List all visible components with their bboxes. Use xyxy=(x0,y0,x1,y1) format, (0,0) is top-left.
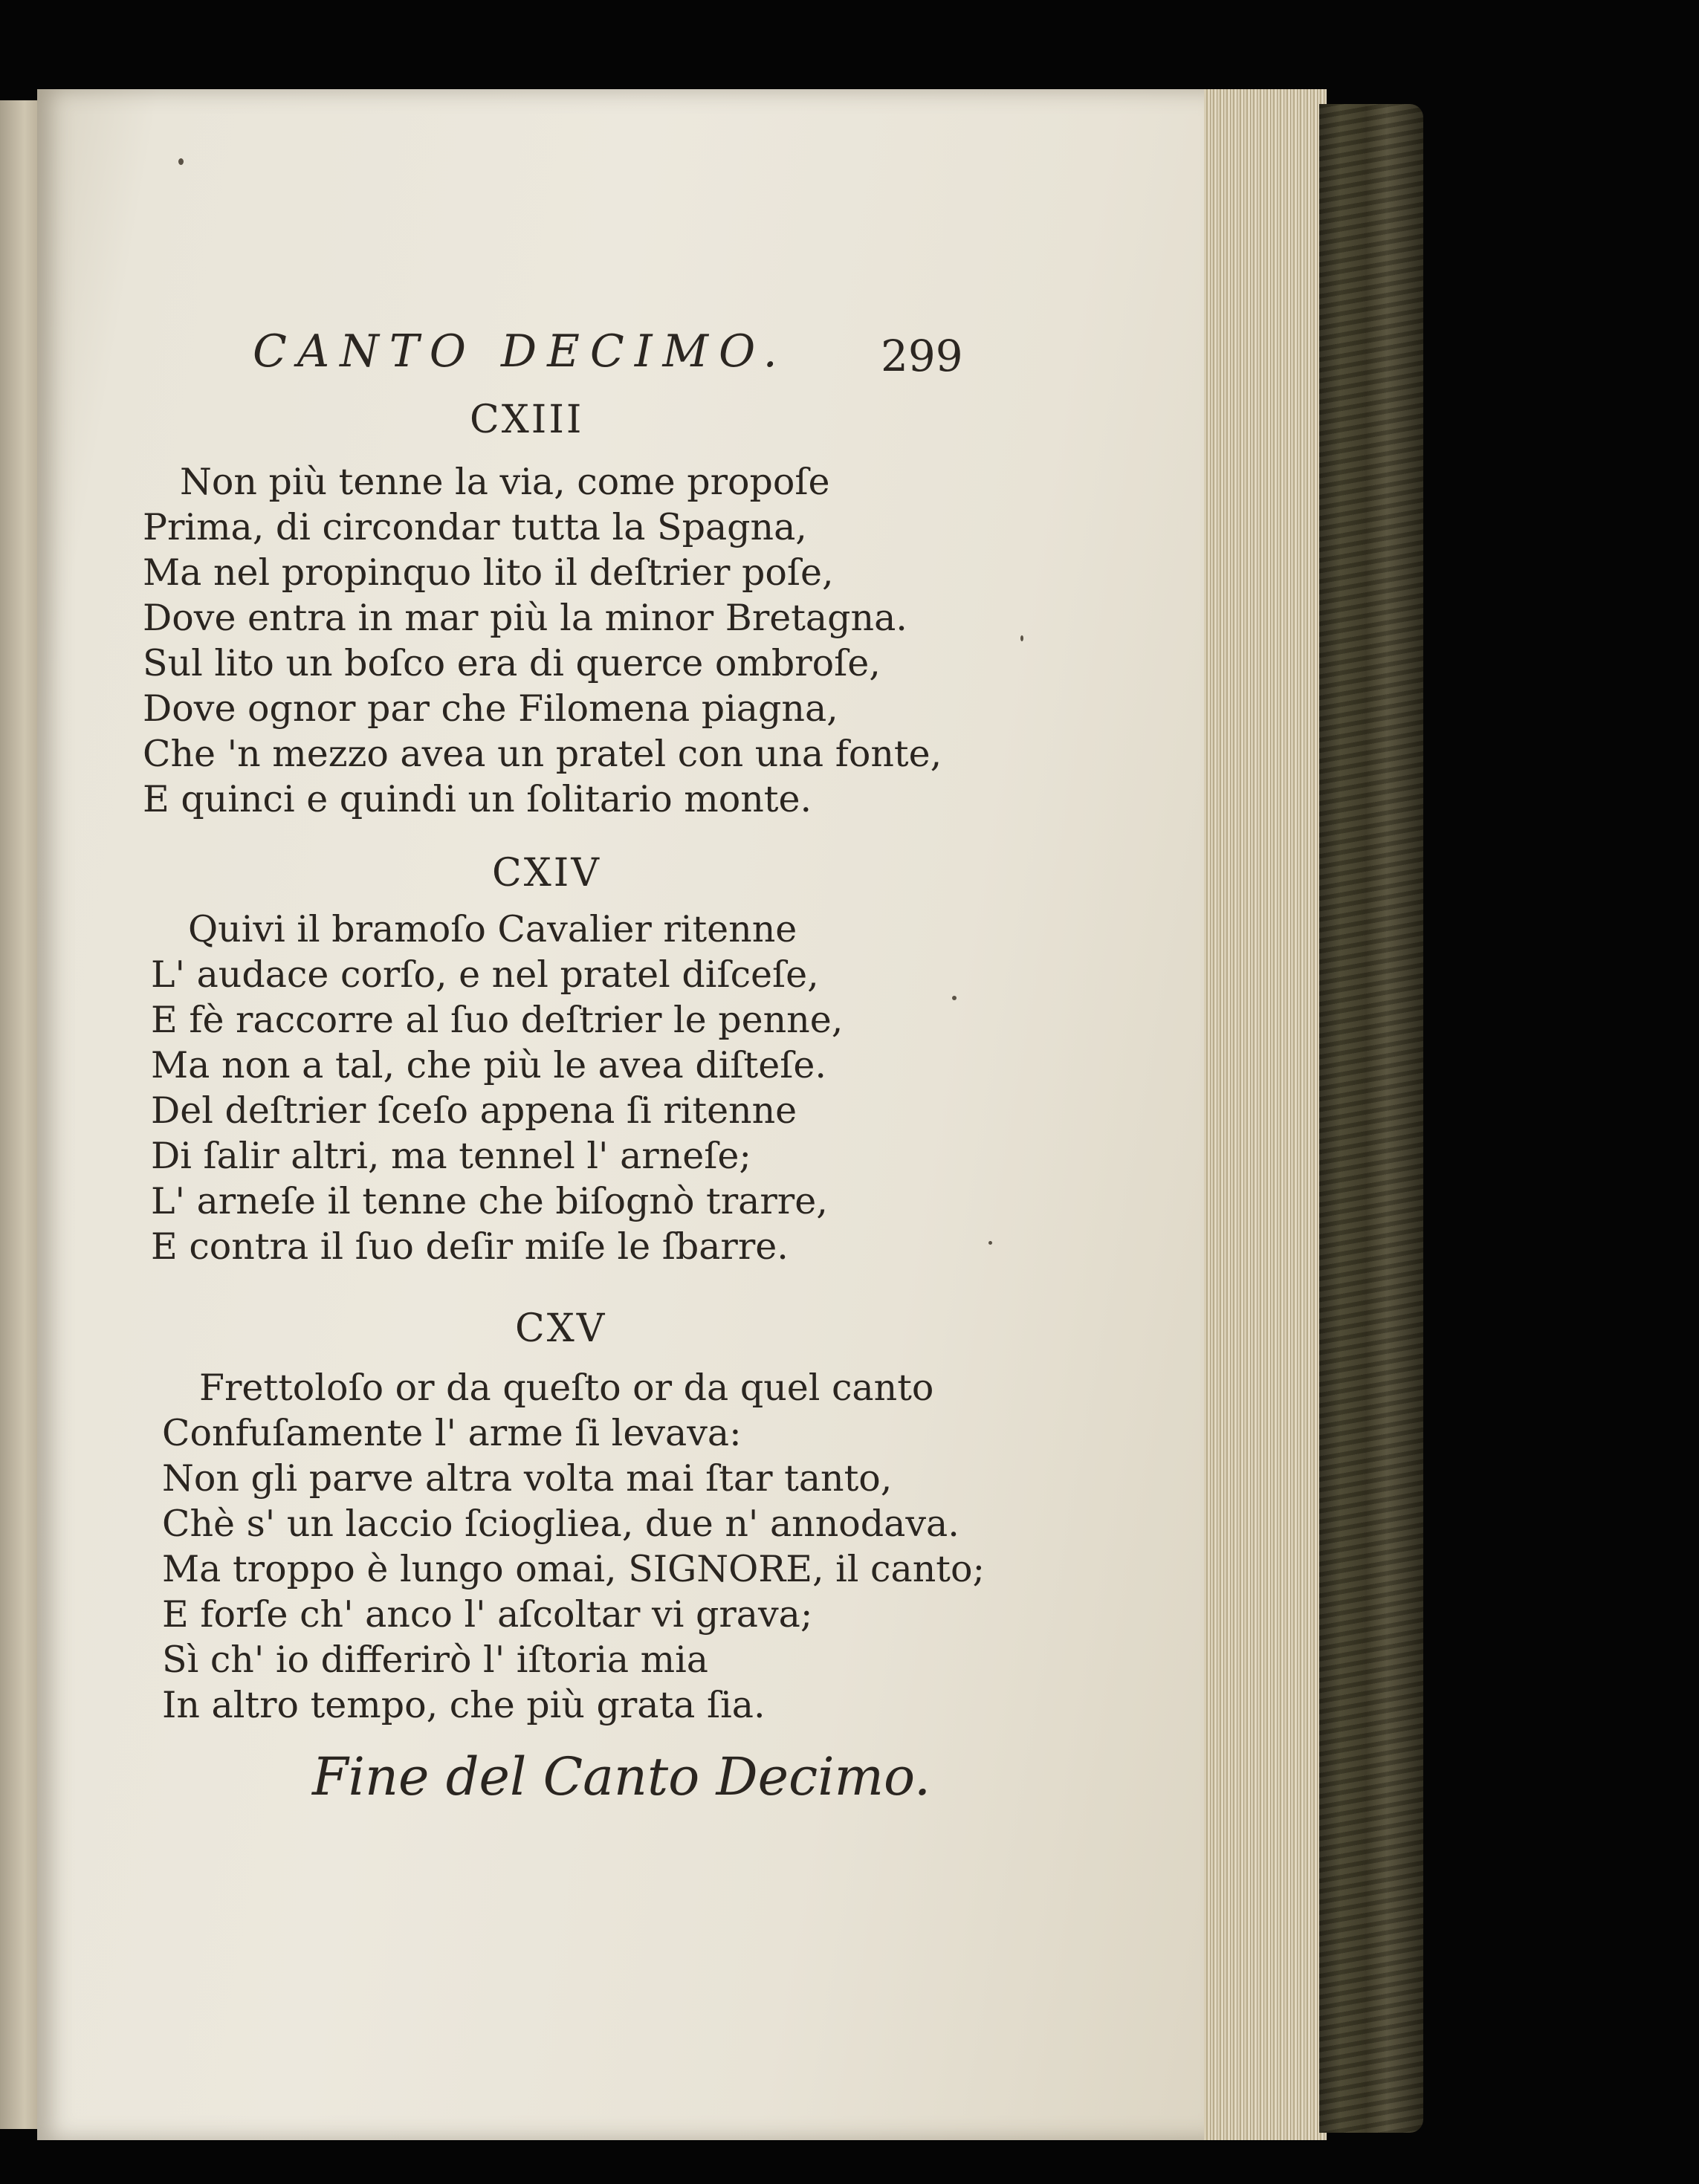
verse-line: Chè s' un laccio ſciogliea, due n' annodava. xyxy=(162,1503,959,1545)
verse-line: Del deſtrier ſceſo appena ſi ritenne xyxy=(151,1089,797,1132)
verse-line: Non più tenne la via, come propoſe xyxy=(180,461,830,503)
verse-line: L' audace corſo, e nel pratel diſceſe, xyxy=(151,953,819,996)
paper-speck xyxy=(988,1241,992,1245)
stanza-number: CXIII xyxy=(470,398,584,442)
stanza-number: CXV xyxy=(515,1306,607,1351)
verse-line: Sul lito un boſco era di querce ombroſe, xyxy=(143,642,881,684)
verse-line: E forſe ch' anco l' aſcoltar vi grava; xyxy=(162,1593,813,1636)
verse-line: E quinci e quindi un ſolitario monte. xyxy=(143,778,812,820)
stanza-verse xyxy=(151,907,843,1269)
verse-line: Quivi il bramoſo Cavalier ritenne xyxy=(188,908,797,950)
verse-line: E fè raccorre al ſuo deſtrier le penne, xyxy=(151,999,844,1041)
running-head-title: CANTO DECIMO. xyxy=(253,325,788,377)
paper-speck xyxy=(1020,635,1023,641)
verse-line: Ma non a tal, che più le avea diſteſe. xyxy=(151,1044,826,1086)
verse-line: Frettoloſo or da queſto or da quel canto xyxy=(199,1367,934,1409)
verse-line: Ma nel propinquo lito il deſtrier poſe, xyxy=(143,551,834,594)
paper-speck xyxy=(952,996,957,1000)
verse-line: Dove ognor par che Filomena piagna, xyxy=(143,687,838,730)
verse-line: Prima, di circondar tutta la Spagna, xyxy=(143,506,807,548)
verse-line: Di ſalir altri, ma tennel l' arneſe; xyxy=(151,1135,751,1177)
stanza-number: CXIV xyxy=(492,851,601,895)
stanza-verse xyxy=(143,459,942,822)
verse-line: Dove entra in mar più la minor Bretagna. xyxy=(143,597,907,639)
page-edges xyxy=(1204,89,1327,2140)
closing-line: Fine del Canto Decimo. xyxy=(312,1746,931,1807)
verse-line: In altro tempo, che più grata ſia. xyxy=(162,1684,766,1726)
verse-line: E contra il ſuo deſir miſe le ſbarre. xyxy=(151,1225,789,1268)
paper-speck xyxy=(178,158,184,165)
verse-line: Non gli parve altra volta mai ſtar tanto, xyxy=(162,1457,893,1500)
verse-line: Sì ch' io differirò l' iſtoria mia xyxy=(162,1639,708,1681)
stanza-verse xyxy=(162,1365,985,1728)
verse-line: Ma troppo è lungo omai, SIGNORE, il canto; xyxy=(162,1548,985,1590)
leather-binding xyxy=(1319,104,1423,2133)
page-number: 299 xyxy=(881,331,963,381)
verse-line: Confuſamente l' arme ſi levava: xyxy=(162,1412,742,1454)
verse-line: L' arneſe il tenne che biſognò trarre, xyxy=(151,1180,828,1222)
verse-line: Che 'n mezzo avea un pratel con una fonte, xyxy=(143,733,942,775)
